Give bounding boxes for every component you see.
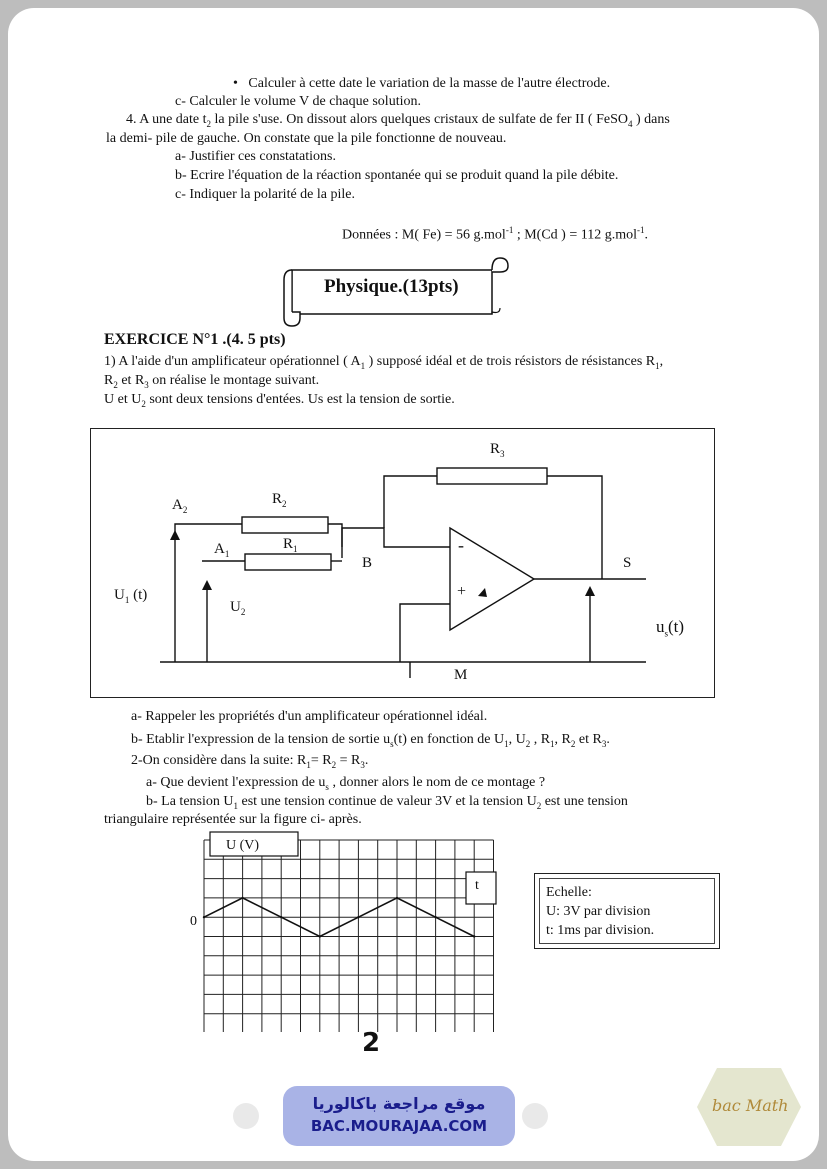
xlabel-box	[466, 872, 496, 904]
label-us: $u_s(t)$	[656, 617, 685, 639]
resistor-r3	[437, 468, 547, 484]
scale-box	[534, 873, 720, 949]
label-u1: $U_1$ (t)	[114, 587, 148, 605]
page-number: 2	[362, 1028, 381, 1058]
donnees: Données : M( Fe) = 56 g.mol$^{-1}$ ; M(Cd ) = 112 g.mol$^{-1}$.	[342, 225, 648, 243]
exercise-intro-1: 1) A l'aide d'un amplificateur opérationnel ( $A_1$ ) supposé idéal et de trois résistors de résistances $R_1$,	[104, 354, 664, 371]
label-plus: +	[457, 583, 467, 600]
item-b: b- Ecrire l'équation de la réaction spontanée qui se produit quand la pile débite.	[175, 168, 619, 183]
label-r2: $R_2$	[272, 491, 287, 509]
question-4-line1: 4. A une date $t_2$ la pile s'use. On dissout alors quelques cristaux de sulfate de fer II ( FeSO$_4$ ) dans	[126, 112, 670, 129]
banner-title: Physique.(13pts)	[324, 276, 459, 297]
signal-point	[396, 897, 398, 899]
signal-point	[357, 916, 359, 918]
question-4-line2: la demi- pile de gauche. On constate que la pile fonctionne de nouveau.	[106, 131, 507, 146]
graph-ylabel: U (V)	[226, 838, 260, 853]
question-a: a- Rappeler les propriétés d'un amplificateur opérationnel idéal.	[131, 709, 488, 724]
bacmath-text: bac Math	[712, 1096, 789, 1115]
signal-point	[241, 897, 243, 899]
label-u2: $U_2$	[230, 599, 246, 617]
bullet-line: • Calculer à cette date le variation de la masse de l'autre électrode.	[233, 76, 611, 91]
question-2b-line2: triangulaire représentée sur la figure ci- après.	[104, 812, 362, 827]
graph-zero: 0	[190, 914, 197, 929]
exercise-intro-3: U et $U_2$ sont deux tensions d'entées. Us est la tension de sortie.	[104, 392, 455, 409]
label-r3: $R_3$	[490, 441, 505, 459]
exercise-title: EXERCICE N°1 .(4. 5 pts)	[104, 331, 286, 348]
item-a: a- Justifier ces constatations.	[175, 149, 336, 164]
item-c2: c- Indiquer la polarité de la pile.	[175, 187, 355, 202]
label-r1: $R_1$	[283, 536, 298, 554]
resistor-r2	[242, 517, 328, 533]
triangular-signal-chart	[180, 828, 500, 1032]
signal-point	[319, 935, 321, 937]
signal-point	[434, 916, 436, 918]
graph-xlabel: t	[475, 878, 479, 893]
question-2b-line1: b- La tension $U_1$ est une tension continue de valeur 3V et la tension $U_2$ est une tension	[146, 794, 628, 811]
scale-u: U: 3V par division	[546, 904, 651, 919]
question-2a: a- Que devient l'expression de $u_s$ , donner alors le nom de ce montage ?	[146, 775, 546, 792]
label-a2: $A_2$	[172, 497, 188, 515]
label-a1: $A_1$	[214, 541, 230, 559]
signal-point	[280, 916, 282, 918]
label-s: S	[623, 555, 632, 571]
item-c: c- Calculer le volume V de chaque solution.	[175, 94, 421, 109]
label-minus: -	[458, 535, 464, 555]
site-badge[interactable]	[283, 1086, 515, 1146]
site-url[interactable]: BAC.MOURAJAA.COM	[310, 1117, 488, 1135]
signal-point	[203, 916, 205, 918]
label-b: B	[362, 555, 373, 571]
label-m: M	[454, 667, 468, 683]
site-arabic: موقع مراجعة باكالوريا	[312, 1094, 486, 1113]
exercise-intro-2: $R_2$ et $R_3$ on réalise le montage suivant.	[104, 373, 320, 390]
question-2: 2-On considère dans la suite: $R_1= R_2 = R_3$.	[131, 753, 369, 770]
left-logo-icon	[233, 1103, 259, 1129]
right-logo-icon	[522, 1103, 548, 1129]
question-b: b- Etablir l'expression de la tension de sortie $u_s(t)$ en fonction de $U_1$, $U_2$ , $R_1$, $R_2$ et $R_3$.	[131, 732, 610, 749]
signal-point	[473, 935, 475, 937]
scale-title: Echelle:	[546, 885, 592, 900]
scale-t: t: 1ms par division.	[546, 923, 655, 938]
resistor-r1	[245, 554, 331, 570]
